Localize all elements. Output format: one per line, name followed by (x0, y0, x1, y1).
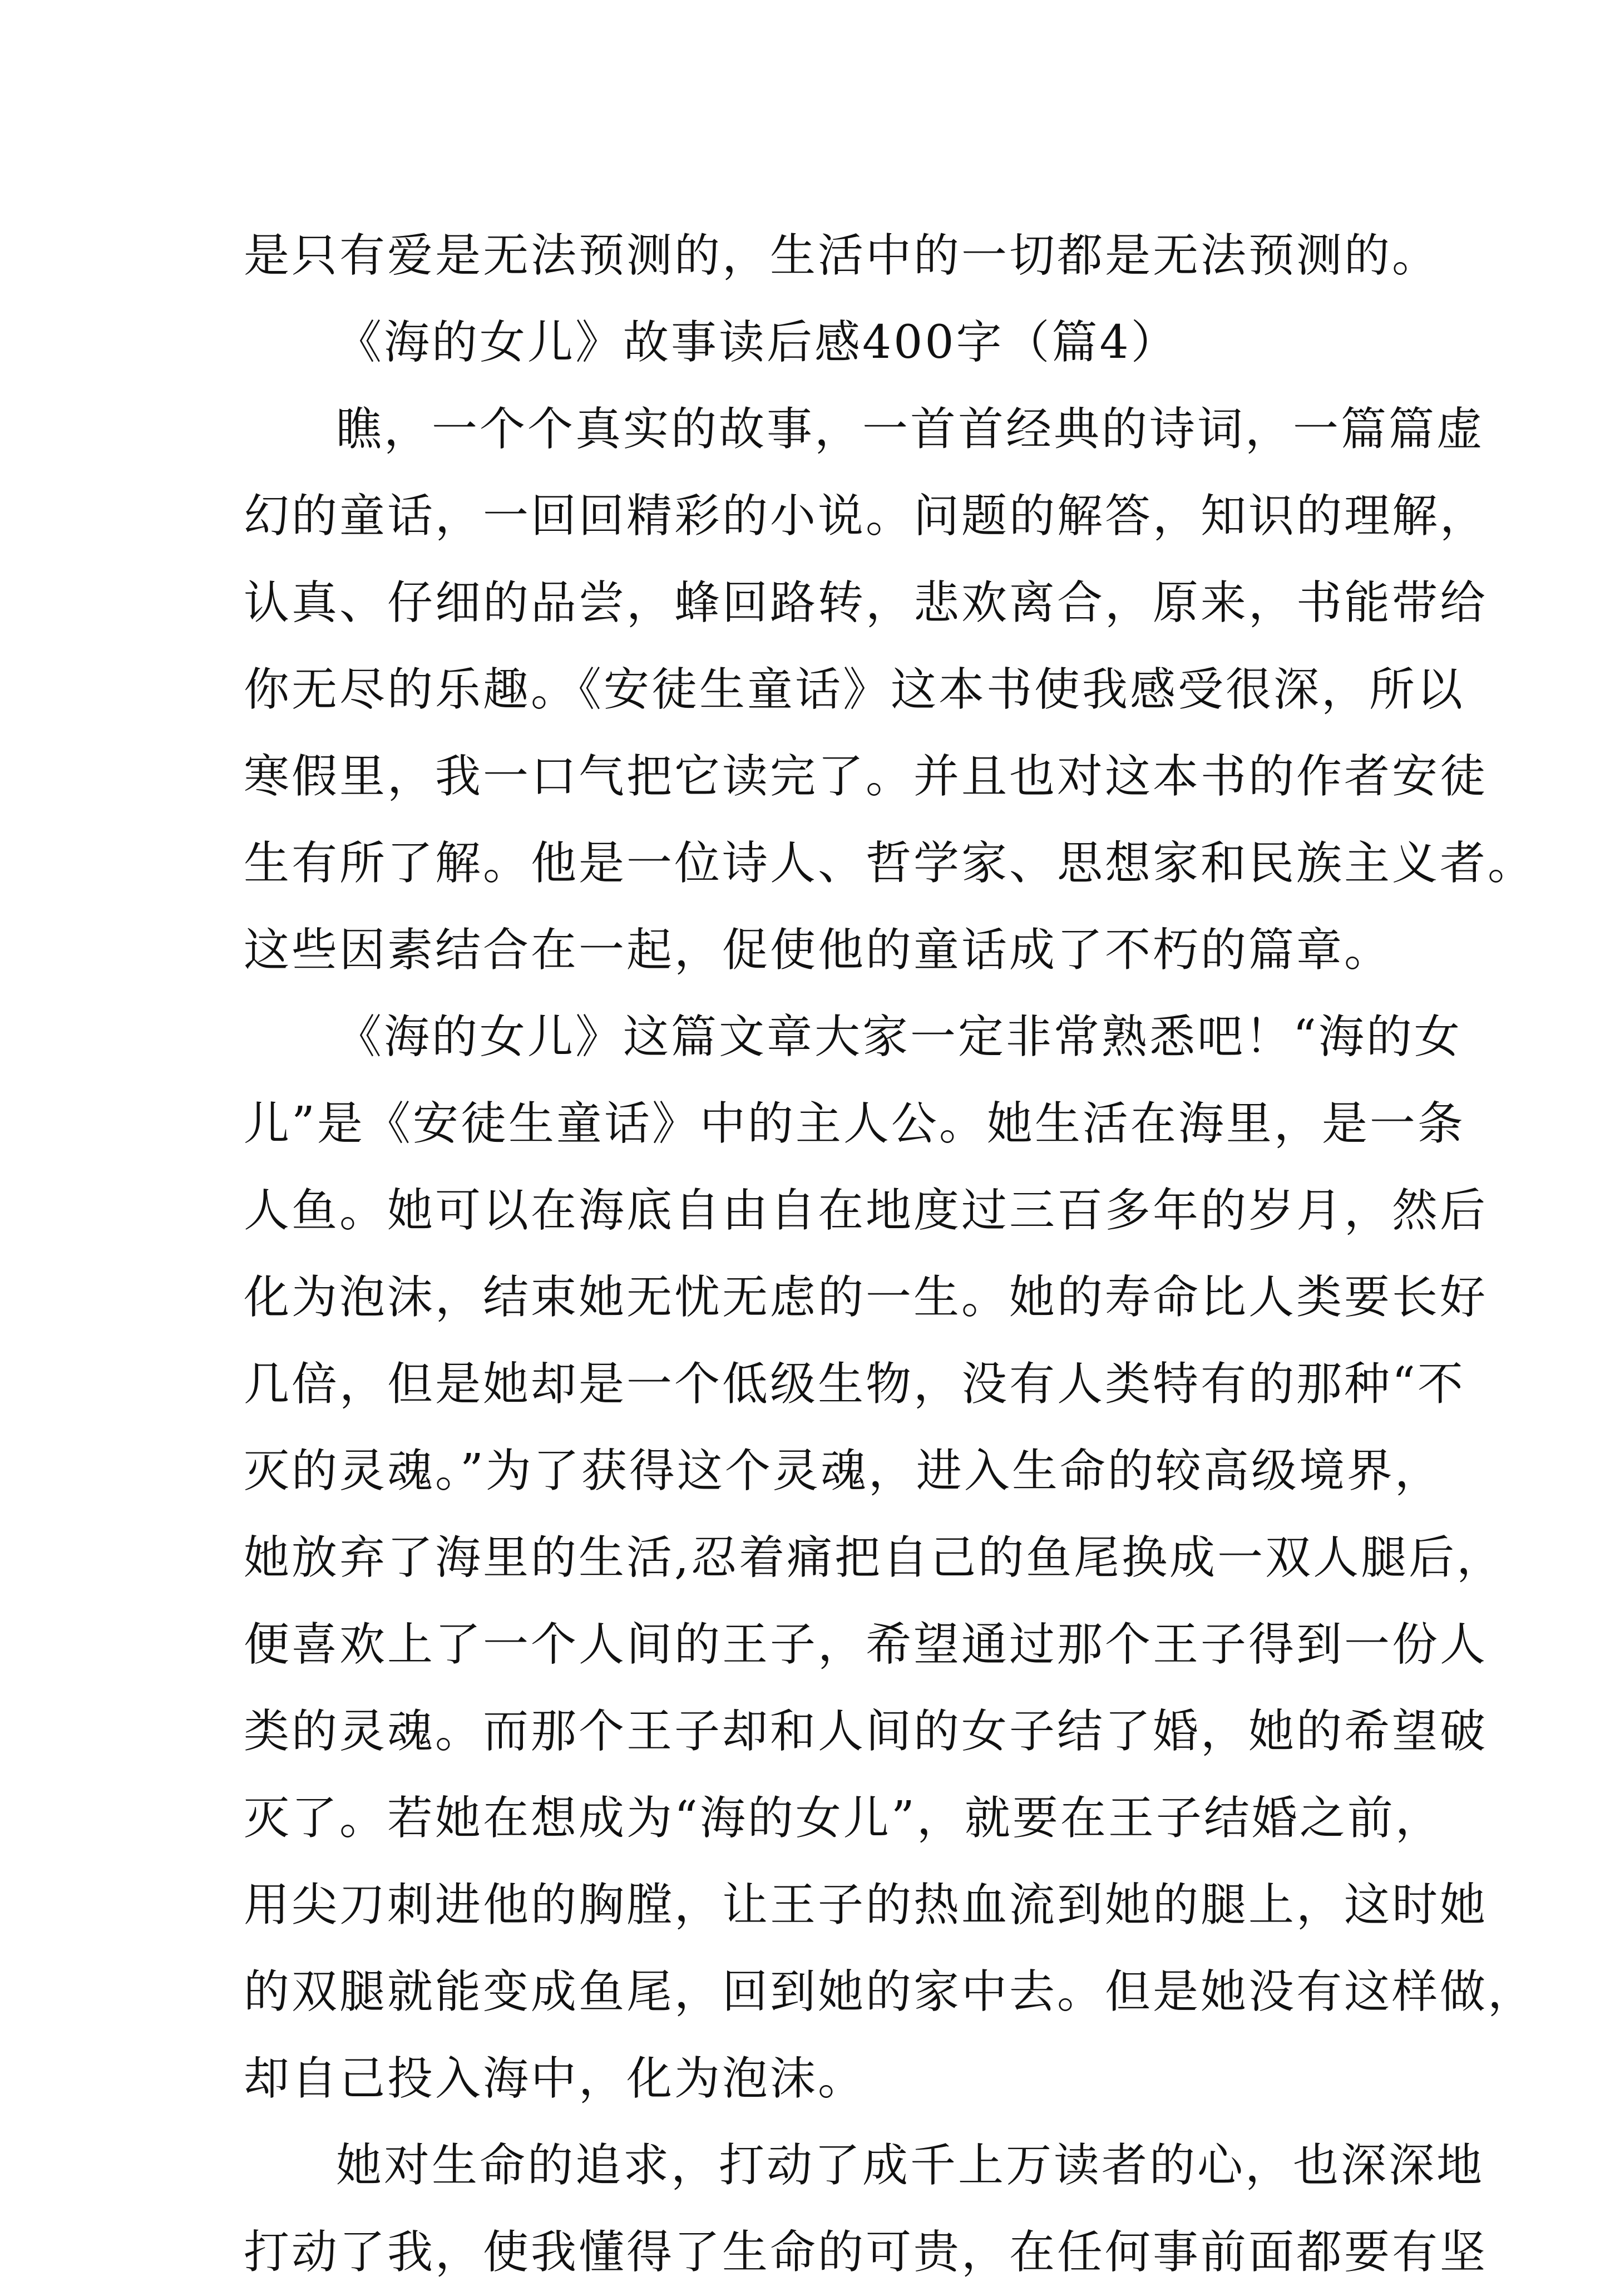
text-line: 幻的童话，一回回精彩的小说。问题的解答，知识的理解， (244, 490, 1488, 543)
text-line: 用尖刀刺进他的胸膛，让王子的热血流到她的腿上，这时她 (244, 1879, 1488, 1932)
text-line: 你无尽的乐趣。《安徒生童话》这本书使我感受很深，所以 (244, 663, 1465, 716)
text-line: 瞧，一个个真实的故事，一首首经典的诗词，一篇篇虚 (336, 403, 1485, 456)
section-heading: 《海的女儿》故事读后感400字（篇4） (336, 316, 1179, 369)
text-line: 认真、仔细的品尝，蜂回路转，悲欢离合，原来，书能带给 (244, 577, 1488, 629)
text-line: 的双腿就能变成鱼尾，回到她的家中去。但是她没有这样做， (244, 1965, 1536, 2018)
text-line: 灭的灵魂。”为了获得这个灵魂，进入生命的较高级境界， (244, 1445, 1443, 1497)
text-line: 儿”是《安徒生童话》中的主人公。她生活在海里，是一条 (244, 1097, 1465, 1150)
text-line: 是只有爱是无法预测的，生活中的一切都是无法预测的。 (244, 229, 1440, 282)
text-line: 这些因素结合在一起，促使他的童话成了不朽的篇章。 (244, 924, 1392, 977)
text-line: 她放弃了海里的生活,忍着痛把自己的鱼尾换成一双人腿后， (244, 1531, 1505, 1584)
text-line: 人鱼。她可以在海底自由自在地度过三百多年的岁月，然后 (244, 1184, 1488, 1237)
text-line: 便喜欢上了一个人间的王子，希望通过那个王子得到一份人 (244, 1618, 1488, 1671)
text-line: 打动了我，使我懂得了生命的可贵，在任何事前面都要有坚 (244, 2226, 1488, 2279)
text-line: 几倍，但是她却是一个低级生物，没有人类特有的那种“不 (244, 1358, 1465, 1411)
text-line: 却自己投入海中，化为泡沫。 (244, 2052, 866, 2105)
text-line: 《海的女儿》这篇文章大家一定非常熟悉吧！“海的女 (336, 1011, 1462, 1063)
text-line: 寒假里，我一口气把它读完了。并且也对这本书的作者安徒 (244, 750, 1488, 803)
text-line: 生有所了解。他是一位诗人、哲学家、思想家和民族主义者。 (244, 837, 1536, 890)
document-body (244, 213, 1536, 2296)
text-line: 她对生命的追求，打动了成千上万读者的心，也深深地 (336, 2139, 1485, 2192)
text-line: 类的灵魂。而那个王子却和人间的女子结了婚，她的希望破 (244, 1705, 1488, 1758)
text-line: 化为泡沫，结束她无忧无虑的一生。她的寿命比人类要长好 (244, 1271, 1488, 1324)
text-line: 灭了。若她在想成为“海的女儿”，就要在王子结婚之前， (244, 1792, 1443, 1845)
